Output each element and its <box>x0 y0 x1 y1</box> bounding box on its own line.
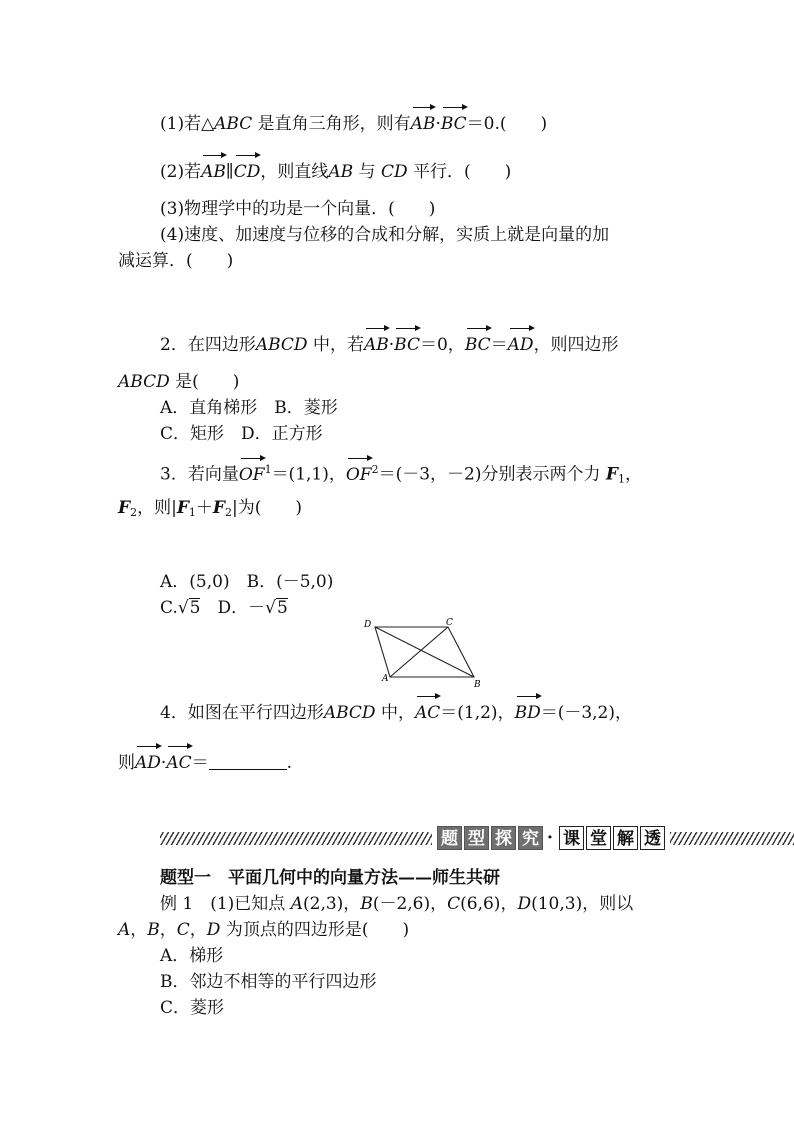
q2-stem-line1 <box>160 331 619 357</box>
q4-stem-line1 <box>160 699 632 725</box>
text: 则 <box>118 753 135 773</box>
text: (1)若△ <box>160 114 215 134</box>
text: ＝ <box>191 753 209 773</box>
text: 中， <box>375 703 415 723</box>
vector-ac: AC <box>166 749 191 775</box>
subscript: 1 <box>618 472 625 486</box>
line-ab: AB <box>328 162 354 182</box>
text: 2．在四边形 <box>160 335 256 355</box>
line-cd: CD <box>380 162 408 182</box>
text: 例 1 (1)已知点 <box>160 894 291 914</box>
banner-char: 堂 <box>586 826 611 850</box>
section-banner <box>160 826 794 852</box>
force-f2: F <box>118 498 131 518</box>
subscript: 2 <box>224 506 232 519</box>
q1-item3: (3)物理学中的功是一个向量．( ) <box>160 199 436 219</box>
radicand: 5 <box>189 598 201 618</box>
quadrilateral-name: ABCD <box>255 335 308 355</box>
vector-ad: AD <box>508 331 534 357</box>
text: ＝ <box>490 335 508 355</box>
quadrilateral-name: ABCD <box>323 703 376 723</box>
text: ＝(－3，－2)分别表示两个力 <box>378 464 606 485</box>
force-f2: F <box>212 498 225 518</box>
section-title: 题型一 平面几何中的向量方法——师生共研 <box>160 868 500 888</box>
sqrt-sign: √ <box>265 598 276 618</box>
vector-of2: OF <box>346 461 372 487</box>
text: ， <box>189 920 207 940</box>
text: 平行．( ) <box>407 162 512 182</box>
diagonal-ac <box>390 627 448 677</box>
q3-options-ab: A．(5,0) B．(－5,0) <box>160 572 334 592</box>
text: (10,3)，则以 <box>531 894 634 914</box>
text: ， <box>625 464 642 485</box>
example1-option-a: A．梯形 <box>160 946 224 966</box>
label-a: A <box>382 674 389 684</box>
subscript: 1 <box>188 506 196 519</box>
text: C. <box>160 598 178 618</box>
quadrilateral-name: ABCD <box>118 372 170 392</box>
force-f1: F <box>605 464 618 485</box>
text: (2)若 <box>160 162 202 182</box>
text: 是直角三角形，则有 <box>252 114 411 134</box>
text: ＝0.( ) <box>466 114 548 134</box>
vector-ab: AB <box>411 110 436 136</box>
radicand: 5 <box>276 598 288 618</box>
text: ， <box>159 920 177 940</box>
banner-char: 解 <box>613 826 638 850</box>
point-c: C <box>176 920 190 940</box>
vector-ac: AC <box>415 699 440 725</box>
vector-of1: OF <box>239 461 265 487</box>
dot-operator: · <box>160 753 167 773</box>
answer-blank <box>209 752 287 770</box>
text: D．－ <box>200 598 266 618</box>
dot-operator: · <box>435 114 441 134</box>
q4-stem-line2 <box>118 749 292 775</box>
text: (6,6)， <box>460 894 518 914</box>
q1-item2 <box>160 158 511 184</box>
q2-stem-line2 <box>118 370 239 394</box>
banner-char: 课 <box>559 826 584 850</box>
q1-item4-line2: 减运算．( ) <box>118 251 234 271</box>
q3-stem-line1 <box>160 458 642 492</box>
banner-hatch-right <box>670 832 794 845</box>
sqrt-sign: √ <box>177 598 189 618</box>
text: 中，若 <box>307 335 364 355</box>
example1-option-c: C．菱形 <box>160 998 225 1018</box>
text: 是( ) <box>169 372 240 392</box>
text: . <box>286 753 293 773</box>
q3-stem-line2 <box>118 496 302 525</box>
text: ＝(－3,2)， <box>540 703 633 723</box>
diagonal-bd <box>375 627 474 677</box>
text: ，则| <box>137 498 177 518</box>
point-c: C <box>447 894 461 914</box>
text: 4．如图在平行四边形 <box>160 703 324 723</box>
text: ， <box>130 920 148 940</box>
vector-cd: CD <box>234 158 261 184</box>
point-a: A <box>118 920 131 940</box>
label-b: B <box>474 680 481 690</box>
vector-bc: BC <box>441 110 467 136</box>
parallelogram-figure <box>360 615 490 690</box>
text: ＋ <box>195 498 213 518</box>
q1-item1 <box>160 110 547 136</box>
q2-options-ab: A．直角梯形 B．菱形 <box>160 398 338 418</box>
text: ＝(1,2)， <box>440 703 515 723</box>
vector-bc: BC <box>394 331 420 357</box>
point-d: D <box>206 920 221 940</box>
text: 与 <box>353 162 381 182</box>
example1-line1 <box>160 892 633 916</box>
banner-char: 究 <box>518 826 543 850</box>
parallel-symbol: ∥ <box>225 162 234 182</box>
banner-hatch-left <box>160 832 432 845</box>
superscript: 1 <box>264 463 272 476</box>
text: (2,3)， <box>303 894 361 914</box>
vector-ab: AB <box>201 158 226 184</box>
text: ，则四边形 <box>533 335 619 355</box>
label-c: C <box>446 618 453 628</box>
banner-separator: · <box>547 828 553 848</box>
text: ＝0， <box>419 335 465 355</box>
banner-char: 探 <box>491 826 516 850</box>
triangle-name: ABC <box>214 114 253 134</box>
q1-item4-line1: (4)速度、加速度与位移的合成和分解，实质上就是向量的加 <box>160 225 610 245</box>
superscript: 2 <box>371 463 379 476</box>
q2-options-cd: C．矩形 D．正方形 <box>160 424 323 444</box>
force-f1: F <box>176 498 189 518</box>
text: 3．若向量 <box>160 464 239 485</box>
example1-line2 <box>118 918 409 942</box>
vector-ad: AD <box>135 749 161 775</box>
subscript: 2 <box>130 506 138 519</box>
point-a: A <box>290 894 303 914</box>
vector-bc: BC <box>465 331 491 357</box>
point-b: B <box>360 894 373 914</box>
q3-options-cd <box>160 596 288 620</box>
text: |为( ) <box>231 498 302 518</box>
text: 为顶点的四边形是( ) <box>220 920 410 940</box>
point-d: D <box>517 894 532 914</box>
label-d: D <box>364 620 372 630</box>
dot-operator: · <box>388 335 395 355</box>
vector-ab: AB <box>364 331 389 357</box>
text: (－2,6)， <box>372 894 448 914</box>
text: ＝(1,1)， <box>271 464 346 485</box>
banner-char: 透 <box>640 826 665 850</box>
vector-bd: BD <box>515 699 541 725</box>
banner-char: 型 <box>464 826 489 850</box>
banner-char: 题 <box>437 826 462 850</box>
example1-option-b: B．邻边不相等的平行四边形 <box>160 972 377 992</box>
point-b: B <box>147 920 160 940</box>
text: ，则直线 <box>260 162 329 182</box>
